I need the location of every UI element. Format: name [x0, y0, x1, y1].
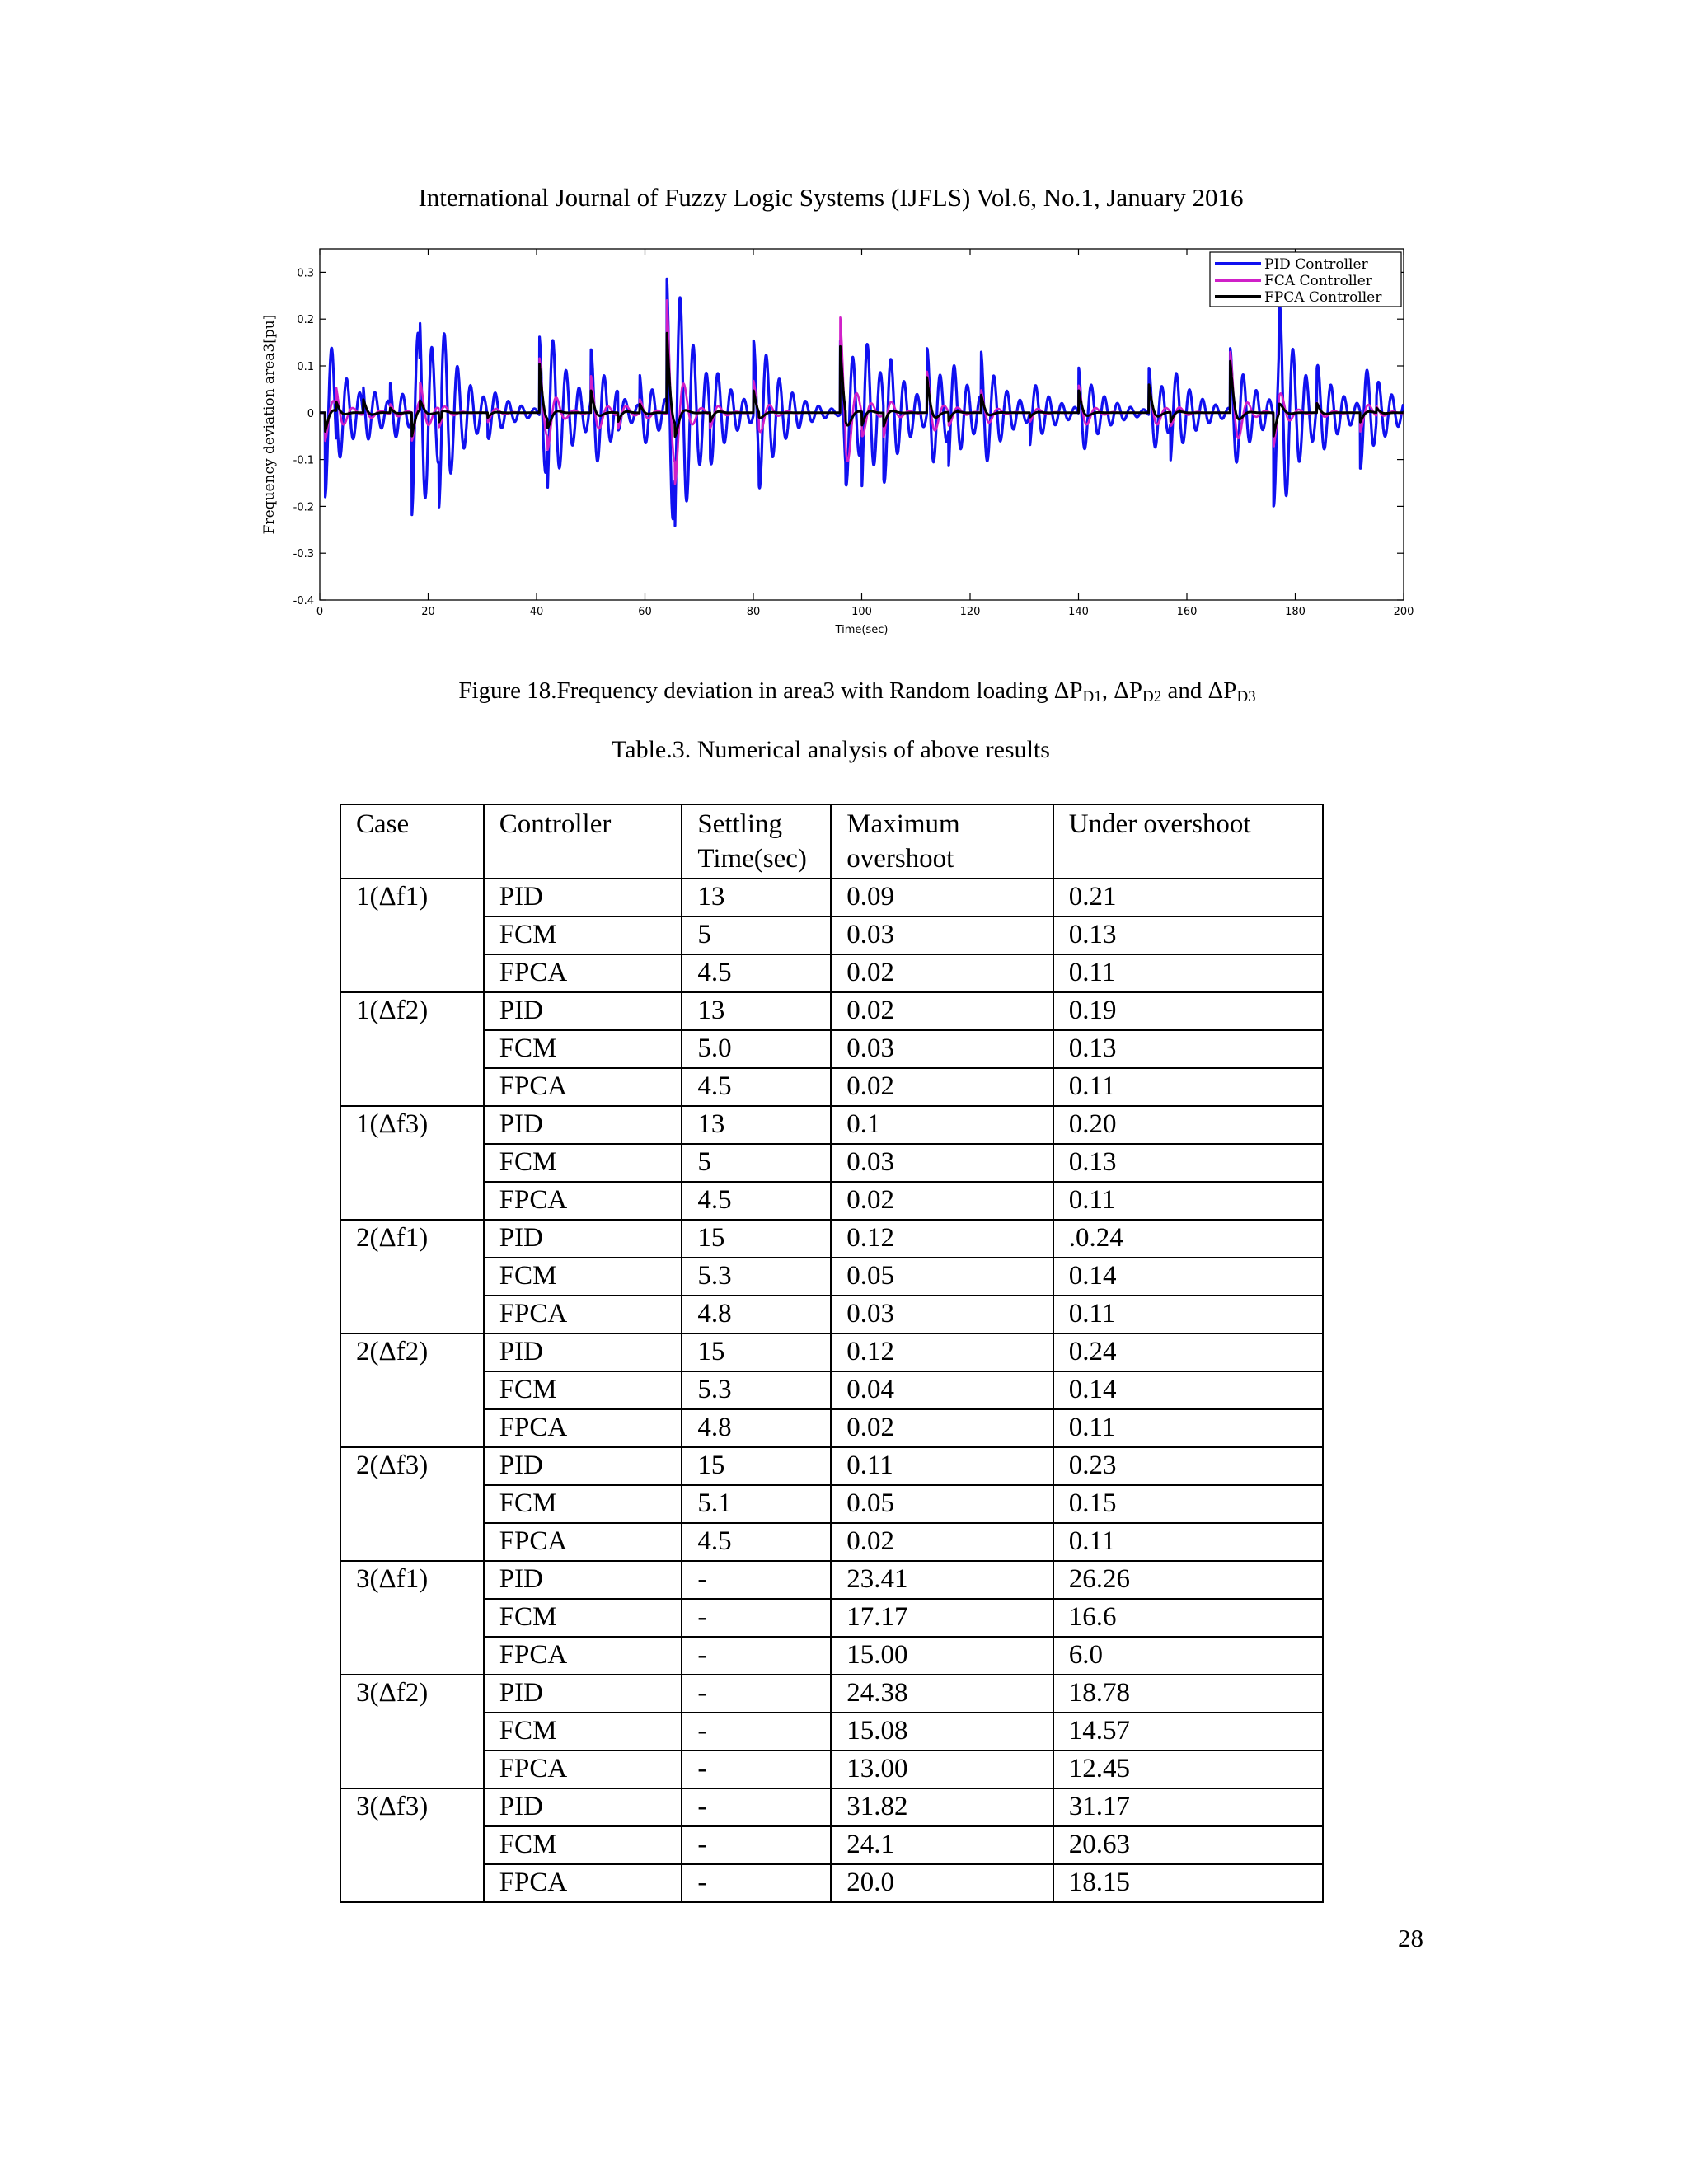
- cell-under-overshoot: 0.24: [1053, 1333, 1323, 1371]
- x-tick-label: 100: [851, 606, 872, 618]
- y-tick-label: -0.1: [293, 454, 314, 467]
- cell-settling-time: 13: [682, 992, 831, 1030]
- cell-maximum-overshoot: 0.02: [831, 1068, 1053, 1106]
- cell-settling-time: 15: [682, 1220, 831, 1258]
- x-axis-label: Time(sec): [835, 624, 889, 636]
- cell-under-overshoot: 0.11: [1053, 1523, 1323, 1561]
- y-tick-label: -0.2: [293, 501, 314, 514]
- cell-settling-time: -: [682, 1713, 831, 1750]
- cell-maximum-overshoot: 15.08: [831, 1713, 1053, 1750]
- cell-settling-time: 15: [682, 1333, 831, 1371]
- cell-settling-time: 13: [682, 879, 831, 916]
- cell-case: 3(Δf3): [340, 1788, 484, 1902]
- table-row: [340, 879, 1323, 916]
- table-row: [340, 1675, 1323, 1713]
- cell-settling-time: 5: [682, 916, 831, 954]
- y-axis-label: Frequency deviation area3[pu]: [261, 314, 278, 535]
- cell-case: 2(Δf2): [340, 1333, 484, 1447]
- cell-under-overshoot: 0.14: [1053, 1371, 1323, 1409]
- cell-controller: PID: [484, 1447, 682, 1485]
- table-row: [340, 1258, 1323, 1296]
- cell-maximum-overshoot: 0.12: [831, 1333, 1053, 1371]
- caption-sub-d2: D2: [1142, 688, 1162, 705]
- cell-settling-time: 5.1: [682, 1485, 831, 1523]
- cell-under-overshoot: 0.23: [1053, 1447, 1323, 1485]
- table-row: [340, 1713, 1323, 1750]
- table-row: [340, 1561, 1323, 1599]
- cell-settling-time: 5.3: [682, 1258, 831, 1296]
- cell-settling-time: 4.8: [682, 1409, 831, 1447]
- cell-maximum-overshoot: 24.38: [831, 1675, 1053, 1713]
- cell-settling-time: 4.5: [682, 1523, 831, 1561]
- frequency-deviation-chart: [256, 237, 1426, 641]
- cell-maximum-overshoot: 0.02: [831, 1409, 1053, 1447]
- cell-settling-time: -: [682, 1788, 831, 1826]
- table-row: [340, 1030, 1323, 1068]
- header-settling-time: Settling Time(sec): [682, 804, 831, 879]
- table-row: [340, 1220, 1323, 1258]
- cell-under-overshoot: 0.20: [1053, 1106, 1323, 1144]
- cell-under-overshoot: 0.11: [1053, 1182, 1323, 1220]
- cell-settling-time: -: [682, 1864, 831, 1902]
- cell-maximum-overshoot: 0.02: [831, 1523, 1053, 1561]
- cell-under-overshoot: 6.0: [1053, 1637, 1323, 1675]
- cell-under-overshoot: 0.19: [1053, 992, 1323, 1030]
- table-row: [340, 916, 1323, 954]
- legend-label-fpca: FPCA Controller: [1264, 289, 1382, 306]
- running-header: International Journal of Fuzzy Logic Systems (IJFLS) Vol.6, No.1, January 2016: [418, 183, 1244, 212]
- cell-controller: FCM: [484, 1826, 682, 1864]
- table-row: [340, 1144, 1323, 1182]
- cell-under-overshoot: 0.15: [1053, 1485, 1323, 1523]
- cell-case: 3(Δf1): [340, 1561, 484, 1675]
- cell-under-overshoot: 0.11: [1053, 1409, 1323, 1447]
- cell-maximum-overshoot: 0.11: [831, 1447, 1053, 1485]
- cell-controller: PID: [484, 1106, 682, 1144]
- cell-maximum-overshoot: 31.82: [831, 1788, 1053, 1826]
- caption-sub-d1: D1: [1082, 688, 1102, 705]
- table-row: [340, 1485, 1323, 1523]
- cell-under-overshoot: 12.45: [1053, 1750, 1323, 1788]
- cell-settling-time: 4.8: [682, 1296, 831, 1333]
- cell-under-overshoot: 26.26: [1053, 1561, 1323, 1599]
- cell-controller: FPCA: [484, 1750, 682, 1788]
- cell-maximum-overshoot: 0.03: [831, 916, 1053, 954]
- table-row: [340, 992, 1323, 1030]
- cell-settling-time: 4.5: [682, 1068, 831, 1106]
- table-title: Table.3. Numerical analysis of above results: [612, 736, 1050, 763]
- cell-controller: FCM: [484, 1599, 682, 1637]
- cell-controller: PID: [484, 1220, 682, 1258]
- cell-settling-time: -: [682, 1750, 831, 1788]
- cell-maximum-overshoot: 23.41: [831, 1561, 1053, 1599]
- table-row: [340, 954, 1323, 992]
- table-row: [340, 1447, 1323, 1485]
- cell-maximum-overshoot: 0.03: [831, 1296, 1053, 1333]
- cell-under-overshoot: 18.78: [1053, 1675, 1323, 1713]
- cell-settling-time: 5.0: [682, 1030, 831, 1068]
- table-row: [340, 1106, 1323, 1144]
- cell-case: 1(Δf3): [340, 1106, 484, 1220]
- cell-maximum-overshoot: 0.03: [831, 1144, 1053, 1182]
- header-case: Case: [340, 804, 484, 879]
- cell-controller: FCM: [484, 1485, 682, 1523]
- page-number: 28: [1398, 1924, 1423, 1952]
- caption-prefix: Figure 18.Frequency deviation in area3 with Random loading ΔP: [458, 677, 1083, 704]
- x-tick-label: 200: [1393, 606, 1414, 618]
- cell-settling-time: -: [682, 1561, 831, 1599]
- cell-controller: FPCA: [484, 1409, 682, 1447]
- cell-controller: FPCA: [484, 1068, 682, 1106]
- y-tick-label: -0.4: [293, 595, 314, 607]
- table-row: [340, 1750, 1323, 1788]
- cell-controller: FCM: [484, 1144, 682, 1182]
- table-body: [340, 879, 1323, 1902]
- y-tick-label: 0: [307, 407, 314, 420]
- cell-maximum-overshoot: 0.02: [831, 954, 1053, 992]
- table-row: [340, 1826, 1323, 1864]
- cell-maximum-overshoot: 13.00: [831, 1750, 1053, 1788]
- cell-controller: PID: [484, 1561, 682, 1599]
- cell-maximum-overshoot: 0.03: [831, 1030, 1053, 1068]
- table-row: [340, 1068, 1323, 1106]
- header-under-overshoot: Under overshoot: [1053, 804, 1323, 879]
- cell-under-overshoot: 14.57: [1053, 1713, 1323, 1750]
- cell-controller: PID: [484, 1788, 682, 1826]
- y-tick-label: 0.3: [297, 267, 314, 280]
- cell-controller: FPCA: [484, 1864, 682, 1902]
- y-tick-label: -0.3: [293, 548, 314, 561]
- cell-under-overshoot: 0.14: [1053, 1258, 1323, 1296]
- cell-under-overshoot: 0.21: [1053, 879, 1323, 916]
- cell-under-overshoot: .0.24: [1053, 1220, 1323, 1258]
- y-tick-label: 0.2: [297, 314, 314, 327]
- cell-under-overshoot: 16.6: [1053, 1599, 1323, 1637]
- cell-controller: PID: [484, 1675, 682, 1713]
- table-header-row: [340, 804, 1323, 879]
- x-tick-label: 80: [746, 606, 761, 618]
- table-row: [340, 1182, 1323, 1220]
- cell-controller: PID: [484, 879, 682, 916]
- cell-controller: FPCA: [484, 1182, 682, 1220]
- cell-maximum-overshoot: 0.05: [831, 1485, 1053, 1523]
- cell-controller: FCM: [484, 1030, 682, 1068]
- cell-under-overshoot: 0.11: [1053, 1296, 1323, 1333]
- cell-controller: FCM: [484, 1371, 682, 1409]
- cell-maximum-overshoot: 24.1: [831, 1826, 1053, 1864]
- cell-settling-time: 15: [682, 1447, 831, 1485]
- cell-under-overshoot: 18.15: [1053, 1864, 1323, 1902]
- cell-settling-time: -: [682, 1826, 831, 1864]
- legend-label-fca: FCA Controller: [1264, 273, 1372, 289]
- cell-under-overshoot: 0.13: [1053, 916, 1323, 954]
- figure-caption: [247, 677, 1467, 706]
- cell-controller: FCM: [484, 916, 682, 954]
- x-tick-label: 140: [1068, 606, 1089, 618]
- cell-maximum-overshoot: 0.09: [831, 879, 1053, 916]
- cell-under-overshoot: 0.11: [1053, 1068, 1323, 1106]
- figure-18: [256, 237, 1426, 641]
- cell-settling-time: 13: [682, 1106, 831, 1144]
- cell-settling-time: -: [682, 1637, 831, 1675]
- cell-settling-time: 4.5: [682, 954, 831, 992]
- header-maximum-overshoot: Maximum overshoot: [831, 804, 1053, 879]
- cell-controller: PID: [484, 992, 682, 1030]
- cell-under-overshoot: 20.63: [1053, 1826, 1323, 1864]
- cell-case: 3(Δf2): [340, 1675, 484, 1788]
- cell-maximum-overshoot: 0.02: [831, 1182, 1053, 1220]
- table-row: [340, 1788, 1323, 1826]
- cell-case: 1(Δf2): [340, 992, 484, 1106]
- cell-under-overshoot: 0.13: [1053, 1030, 1323, 1068]
- table-row: [340, 1371, 1323, 1409]
- x-tick-label: 160: [1176, 606, 1198, 618]
- cell-settling-time: -: [682, 1675, 831, 1713]
- table-row: [340, 1864, 1323, 1902]
- cell-controller: FPCA: [484, 954, 682, 992]
- y-tick-label: 0.1: [297, 361, 314, 373]
- x-tick-label: 60: [638, 606, 652, 618]
- cell-case: 2(Δf3): [340, 1447, 484, 1561]
- cell-maximum-overshoot: 20.0: [831, 1864, 1053, 1902]
- results-table: [340, 804, 1324, 1903]
- cell-settling-time: -: [682, 1599, 831, 1637]
- legend-label-pid: PID Controller: [1264, 256, 1368, 273]
- caption-sub-d3: D3: [1236, 688, 1256, 705]
- cell-maximum-overshoot: 15.00: [831, 1637, 1053, 1675]
- cell-controller: PID: [484, 1333, 682, 1371]
- cell-maximum-overshoot: 0.12: [831, 1220, 1053, 1258]
- x-tick-label: 20: [421, 606, 435, 618]
- x-tick-label: 0: [316, 606, 324, 618]
- x-tick-label: 120: [959, 606, 981, 618]
- caption-sep-2: and ΔP: [1161, 677, 1237, 704]
- table-row: [340, 1409, 1323, 1447]
- table-row: [340, 1296, 1323, 1333]
- cell-controller: FPCA: [484, 1296, 682, 1333]
- cell-settling-time: 5: [682, 1144, 831, 1182]
- caption-sep-1: , ΔP: [1101, 677, 1143, 704]
- table-row: [340, 1523, 1323, 1561]
- cell-settling-time: 4.5: [682, 1182, 831, 1220]
- cell-maximum-overshoot: 0.02: [831, 992, 1053, 1030]
- cell-maximum-overshoot: 0.05: [831, 1258, 1053, 1296]
- cell-maximum-overshoot: 0.04: [831, 1371, 1053, 1409]
- table-row: [340, 1599, 1323, 1637]
- cell-case: 2(Δf1): [340, 1220, 484, 1333]
- cell-controller: FCM: [484, 1713, 682, 1750]
- table-row: [340, 1637, 1323, 1675]
- cell-under-overshoot: 0.11: [1053, 954, 1323, 992]
- cell-controller: FPCA: [484, 1637, 682, 1675]
- cell-maximum-overshoot: 17.17: [831, 1599, 1053, 1637]
- table-row: [340, 1333, 1323, 1371]
- cell-under-overshoot: 31.17: [1053, 1788, 1323, 1826]
- x-tick-label: 40: [529, 606, 544, 618]
- cell-controller: FPCA: [484, 1523, 682, 1561]
- cell-controller: FCM: [484, 1258, 682, 1296]
- header-controller: Controller: [484, 804, 682, 879]
- cell-maximum-overshoot: 0.1: [831, 1106, 1053, 1144]
- cell-case: 1(Δf1): [340, 879, 484, 992]
- cell-settling-time: 5.3: [682, 1371, 831, 1409]
- x-tick-label: 180: [1285, 606, 1306, 618]
- cell-under-overshoot: 0.13: [1053, 1144, 1323, 1182]
